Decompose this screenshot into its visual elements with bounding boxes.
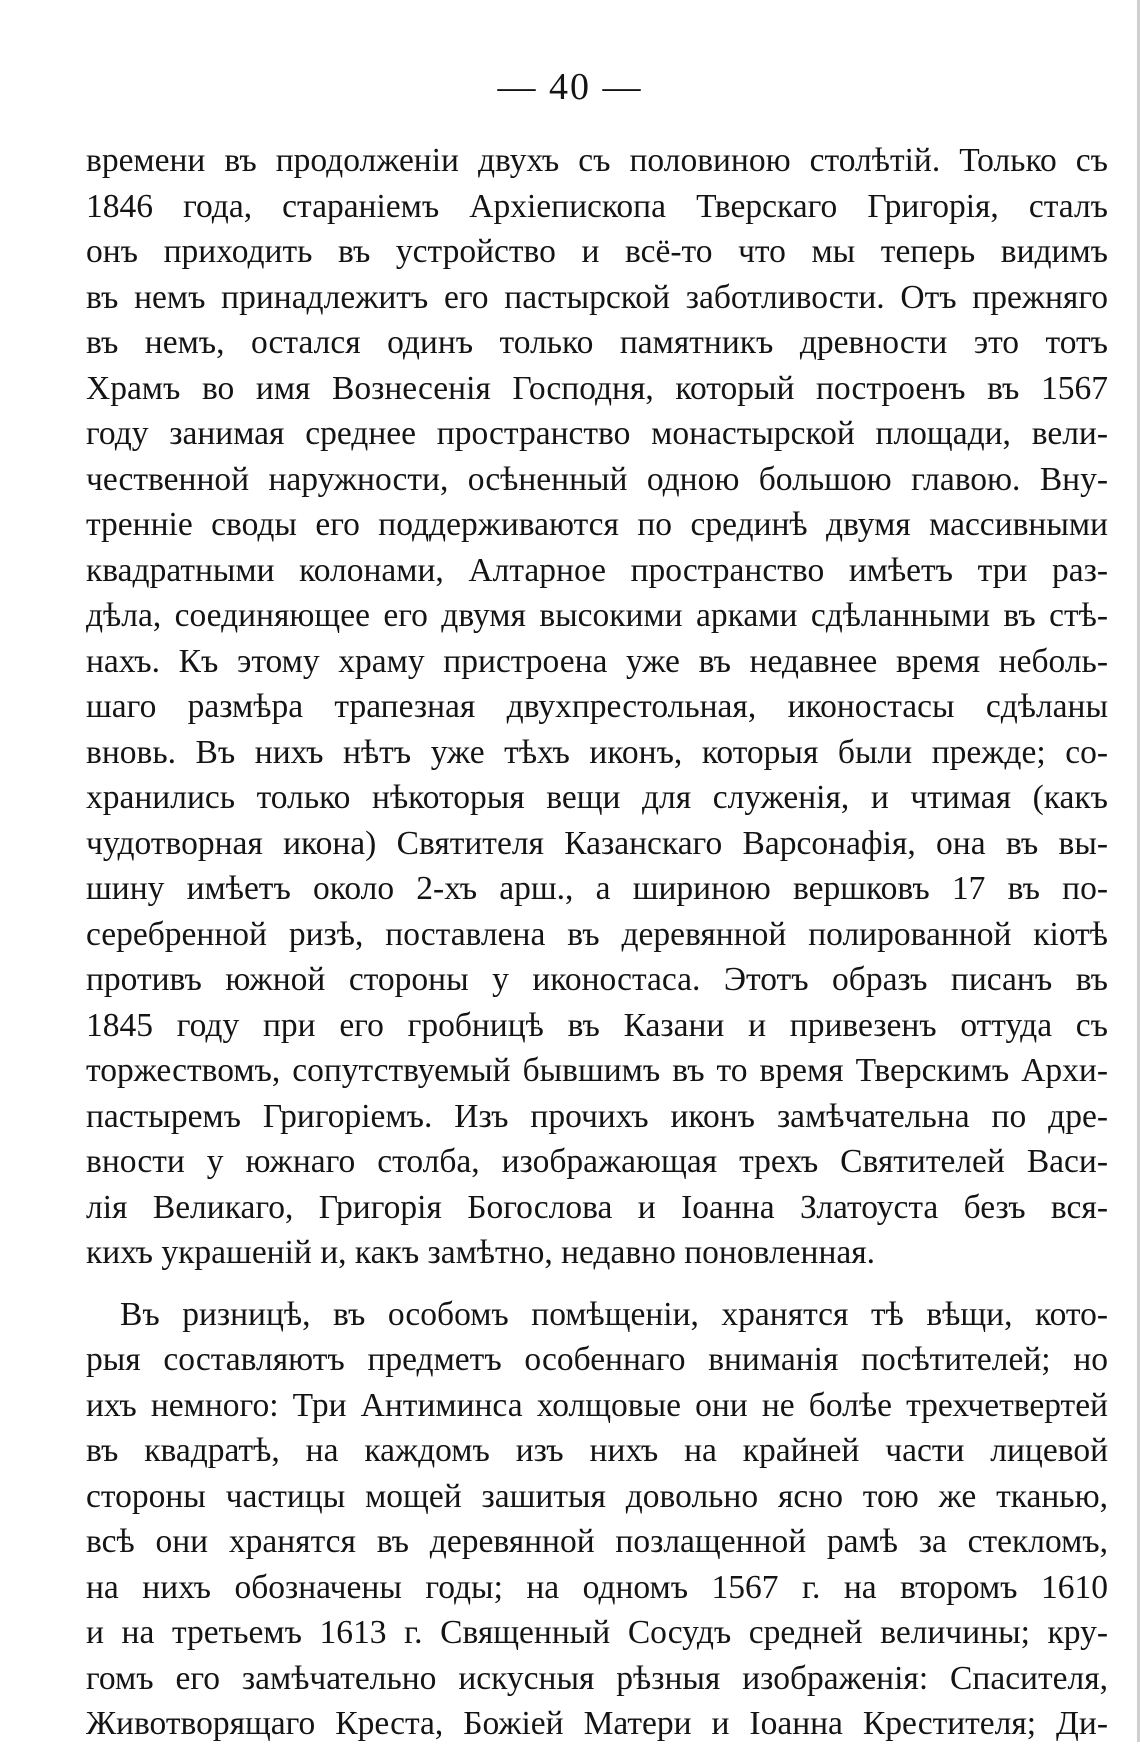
text-line: дѣла, соединяющее его двумя высокими арками сдѣланными въ стѣ-: [86, 597, 1108, 634]
page-number: — 40 —: [497, 66, 643, 108]
text-line: гомъ его замѣчательно искусныя рѣзныя изображенія: Спасителя,: [86, 1659, 1108, 1697]
paragraph: [86, 138, 1108, 1276]
text-line: пастыремъ Григоріемъ. Изъ прочихъ иконъ замѣчательна по дре-: [86, 1097, 1108, 1135]
text-line: онъ приходить въ устройство и всё-то что мы теперь видимъ: [86, 233, 1108, 270]
text-line: на нихъ обозначены годы; на одномъ 1567 г. на второмъ 1610: [86, 1568, 1108, 1606]
text-line: квадратными колонами, Алтарное пространство имѣетъ три раз-: [86, 551, 1108, 589]
text-line: чественной наружности, осѣненный одною большою главою. Вну-: [86, 460, 1108, 498]
text-line: вновь. Въ нихъ нѣтъ уже тѣхъ иконъ, которыя были прежде; со-: [86, 733, 1108, 771]
paragraph-gap: [86, 1276, 1108, 1292]
text-line: шину имѣетъ около 2-хъ арш., а шириною вершковъ 17 въ по-: [86, 870, 1108, 907]
text-line: ихъ немного: Три Антиминса холщовые они не болѣе трехчетвертей: [86, 1386, 1108, 1424]
text-line: 1845 году при его гробницѣ въ Казани и привезенъ оттуда съ: [86, 1006, 1108, 1044]
text-line: всѣ они хранятся въ деревянной позлащенной рамѣ за стекломъ,: [86, 1523, 1108, 1560]
text-line: въ квадратѣ, на каждомъ изъ нихъ на крайней части лицевой: [86, 1432, 1108, 1469]
paragraph: [86, 1292, 1108, 1747]
text-line: времени въ продолженіи двухъ съ половиною столѣтій. Только съ: [86, 142, 1108, 179]
body-text: [86, 138, 1108, 1747]
text-line: шаго размѣра трапезная двухпрестольная, иконостасы сдѣланы: [86, 688, 1108, 725]
text-line: Животворящаго Креста, Божіей Матери и Іоанна Крестителя; Ди-: [86, 1705, 1108, 1742]
text-line: году занимая среднее пространство монастырской площади, вели-: [86, 415, 1108, 452]
text-line: лія Великаго, Григорія Богослова и Іоанна Златоуста безъ вся-: [86, 1188, 1108, 1226]
text-line: хранились только нѣкоторыя вещи для служенія, и чтимая (какъ: [86, 779, 1108, 816]
text-line: чудотворная икона) Святителя Казанскаго Варсонафія, она въ вы-: [86, 824, 1108, 862]
text-line: Храмъ во имя Вознесенія Господня, который построенъ въ 1567: [86, 369, 1108, 407]
text-line: и на третьемъ 1613 г. Священный Сосудъ средней величины; кру-: [86, 1614, 1108, 1651]
text-line: въ немъ принадлежитъ его пастырской заботливости. Отъ прежняго: [86, 278, 1108, 316]
text-line: кихъ украшеній и, какъ замѣтно, недавно поновленная.: [86, 1234, 876, 1271]
text-line: въ немъ, остался одинъ только памятникъ древности это тотъ: [86, 324, 1108, 361]
text-line: вности у южнаго столба, изображающая трехъ Святителей Васи-: [86, 1143, 1108, 1180]
text-line: нахъ. Къ этому храму пристроена уже въ недавнее время неболь-: [86, 642, 1108, 680]
text-line: стороны частицы мощей зашитыя довольно ясно тою же тканью,: [86, 1477, 1108, 1515]
text-line: рыя составляютъ предметъ особеннаго вниманія посѣтителей; но: [86, 1341, 1108, 1378]
text-line: тренніе своды его поддерживаются по срединѣ двумя массивными: [86, 506, 1108, 543]
text-line: торжествомъ, сопутствуемый бывшимъ въ то время Тверскимъ Архи-: [86, 1052, 1108, 1089]
text-line: серебренной ризѣ, поставлена въ деревянной полированной кіотѣ: [86, 915, 1108, 953]
text-line: 1846 года, стараніемъ Архіепископа Тверскаго Григорія, сталъ: [86, 187, 1108, 225]
text-line: Въ ризницѣ, въ особомъ помѣщеніи, хранятся тѣ вѣщи, кото-: [120, 1295, 1108, 1333]
text-line: противъ южной стороны у иконостаса. Этотъ образъ писанъ въ: [86, 961, 1108, 998]
